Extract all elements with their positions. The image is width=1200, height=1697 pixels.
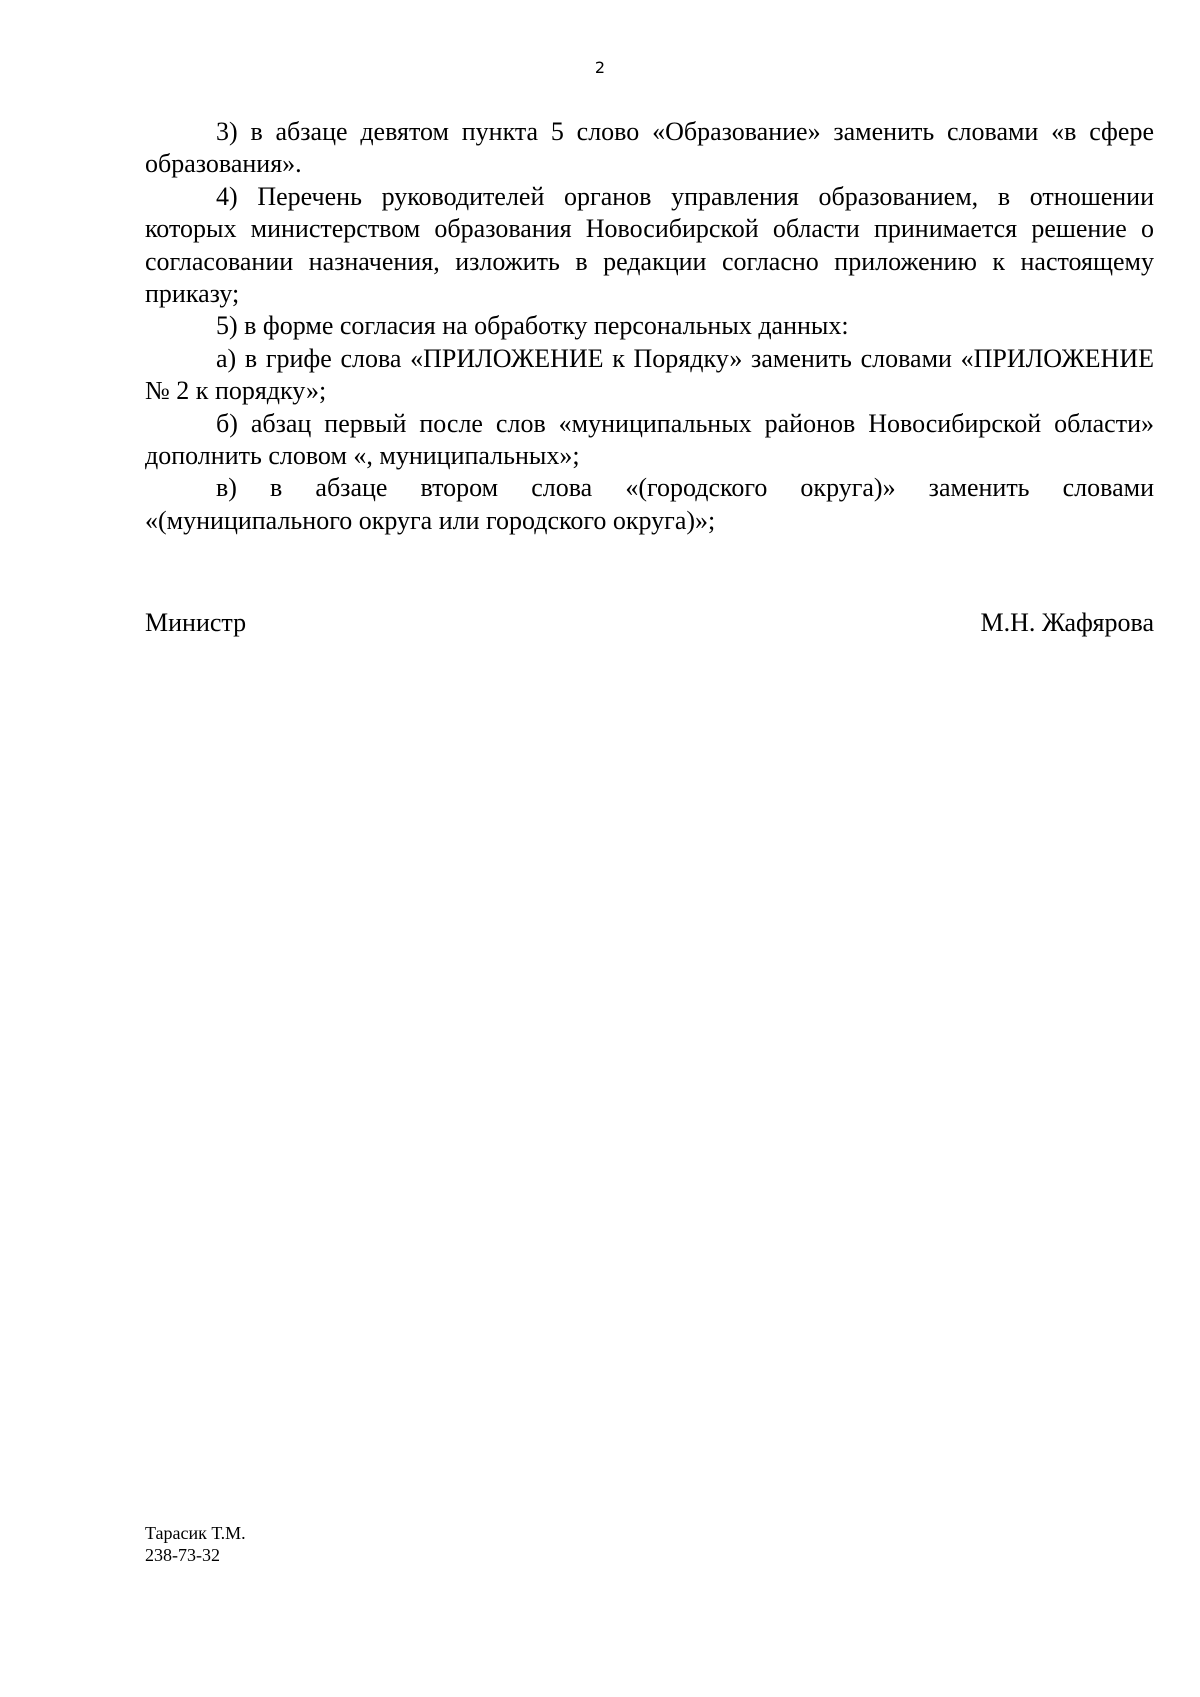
paragraph-item-3: 3) в абзаце девятом пункта 5 слово «Образование» заменить словами «в сфере образования».: [145, 117, 1154, 179]
executor-name: Тарасик Т.М.: [145, 1523, 246, 1543]
signature-position: Министр: [145, 608, 247, 637]
signature-name: М.Н. Жафярова: [980, 608, 1154, 637]
executor-phone: 238-73-32: [145, 1545, 220, 1565]
subparagraph-a: а) в грифе слова «ПРИЛОЖЕНИЕ к Порядку» заменить словами «ПРИЛОЖЕНИЕ № 2 к порядку»;: [145, 343, 1154, 406]
subparagraph-v: в) в абзаце втором слова «(городского округа)» заменить словами «(муниципального округа или городского округа)»;: [145, 473, 1154, 535]
document-body: [145, 116, 1154, 537]
paragraph-item-5: 5) в форме согласия на обработку персональных данных:: [216, 311, 849, 341]
subparagraph-b: б) абзац первый после слов «муниципальных районов Новосибирской области» дополнить словом «, муниципальных»;: [145, 408, 1154, 471]
paragraph-item-4: 4) Перечень руководителей органов управления образованием, в отношении которых министерством образования Новосибирской области принимается решение о согласовании назначения, изложить в редакции согласно приложению к настоящему приказу;: [145, 181, 1154, 309]
signature-block: [145, 607, 1154, 639]
executor-block: [145, 1522, 246, 1566]
page-number: 2: [594, 58, 606, 77]
